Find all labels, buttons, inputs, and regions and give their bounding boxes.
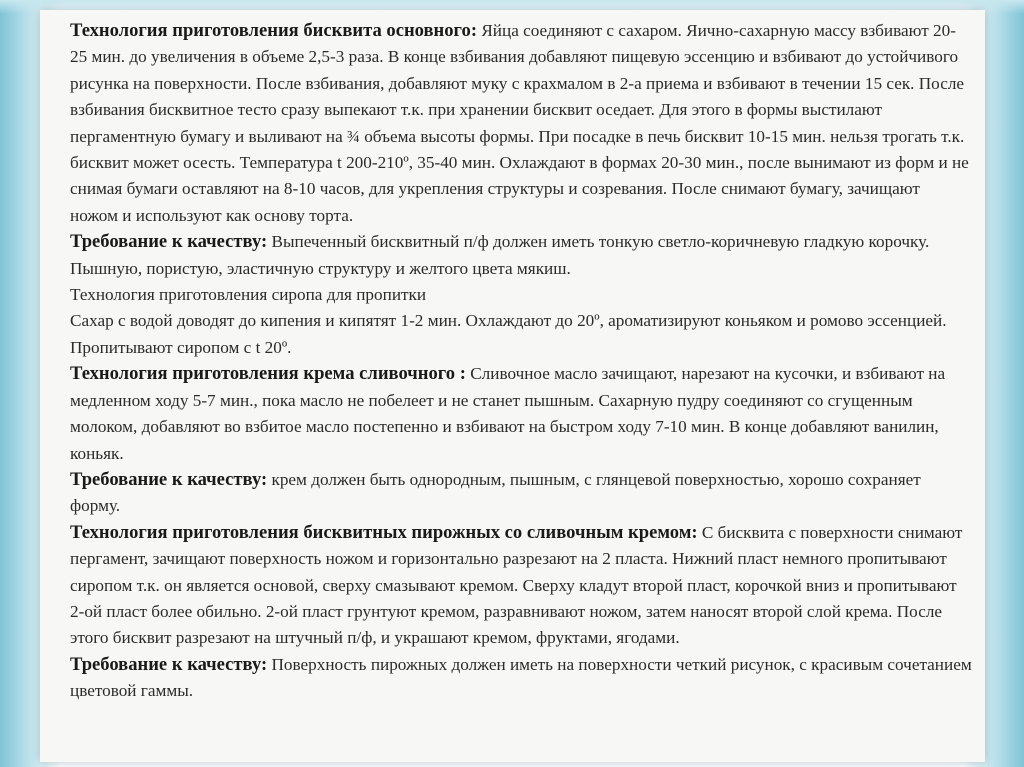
heading-sponge-quality: Требование к качеству: [70, 231, 268, 253]
paragraph-sponge-quality [70, 229, 972, 282]
heading-sponge-technology: Технология приготовления бисквита основного: [70, 20, 478, 41]
heading-pastry-quality: Требование к качеству: [70, 653, 268, 675]
paragraph-pastry-quality [70, 652, 972, 705]
text-pastry-quality: Поверхность пирожных должен иметь на поверхности четкий рисунок, с красивым сочетанием цветовой гаммы. [70, 654, 972, 701]
paragraph-cream-quality [70, 467, 972, 520]
text-cream-quality: крем должен быть однородным, пышным, с глянцевой поверхностью, хорошо сохраняет форму. [70, 469, 921, 516]
heading-pastry-technology: Технология приготовления бисквитных пирожных со сливочным кремом: [70, 521, 698, 543]
text-sponge-technology: Яйца соединяют с сахаром. Яично-сахарную массу взбивают 20-25 мин. до увеличения в объеме 2,5-3 раза. В конце взбивания добавляют пищевую эссенцию и взбивают до устойчивого рисунка на поверхности. После взбивания, добавляют муку с крахмалом в 2-а приема и взбивают в течении 15 сек. После взбивания бисквитное тесто сразу выпекают т.к. при хранении бисквит оседает. Для этого в формы выстилают пергаментную бумагу и выливают на ¾ объема высоты формы. При посадке в печь бисквит 10-15 мин. нельзя трогать т.к. бисквит может осесть. Температура t 200-210º, 35-40 мин. Охлаждают в формах 20-30 мин., после вынимают из форм и не снимая бумаги оставляют на 8-10 часов, для укрепления структуры и созревания. После снимают бумагу, зачищают ножом и используют как основу торта. [70, 21, 969, 225]
paragraph-sponge-technology [70, 18, 972, 229]
paragraph-pastry-technology [70, 520, 972, 652]
text-syrup-title: Технология приготовления сиропа для пропитки [70, 285, 427, 305]
paragraph-syrup-technology [70, 308, 972, 361]
text-cream-technology: Сливочное масло зачищают, нарезают на кусочки, и взбивают на медленном ходу 5-7 мин., пока масло не побелеет и не станет пышным. Сахарную пудру соединяют со сгущенным молоком, добавляют во взбитое масло постепенно и взбивают на быстром ходу 7-10 мин. В конце добавляют ванилин, коньяк. [70, 364, 946, 463]
heading-cream-technology: Технология приготовления крема сливочного : [70, 363, 466, 385]
heading-cream-quality: Требование к качеству: [70, 468, 268, 490]
paragraph-syrup-title [70, 282, 972, 308]
text-pastry-technology: С бисквита с поверхности снимают пергамент, зачищают поверхность ножом и горизонтально разрезают на 2 пласта. Нижний пласт немного пропитывают сиропом т.к. он является основой, сверху смазывают кремом. Сверху кладут второй пласт, корочкой вниз и пропитывают 2-ой пласт более обильно. 2-ой пласт грунтуют кремом, разравнивают ножом, затем наносят второй слой крема. После этого бисквит разрезают на штучный п/ф, и украшают кремом, фруктами, ягодами. [70, 522, 963, 648]
text-syrup-technology: Сахар с водой доводят до кипения и кипятят 1-2 мин. Охлаждают до 20º, ароматизируют коньяком и ромово эссенцией. Пропитывают сиропом с t 20º. [70, 311, 947, 357]
text-sponge-quality: Выпеченный бисквитный п/ф должен иметь тонкую светло-коричневую гладкую корочку. Пышную, пористую, эластичную структуру и желтого цвета мякиш. [70, 232, 930, 278]
slide-content [70, 18, 972, 705]
paragraph-cream-technology [70, 361, 972, 467]
